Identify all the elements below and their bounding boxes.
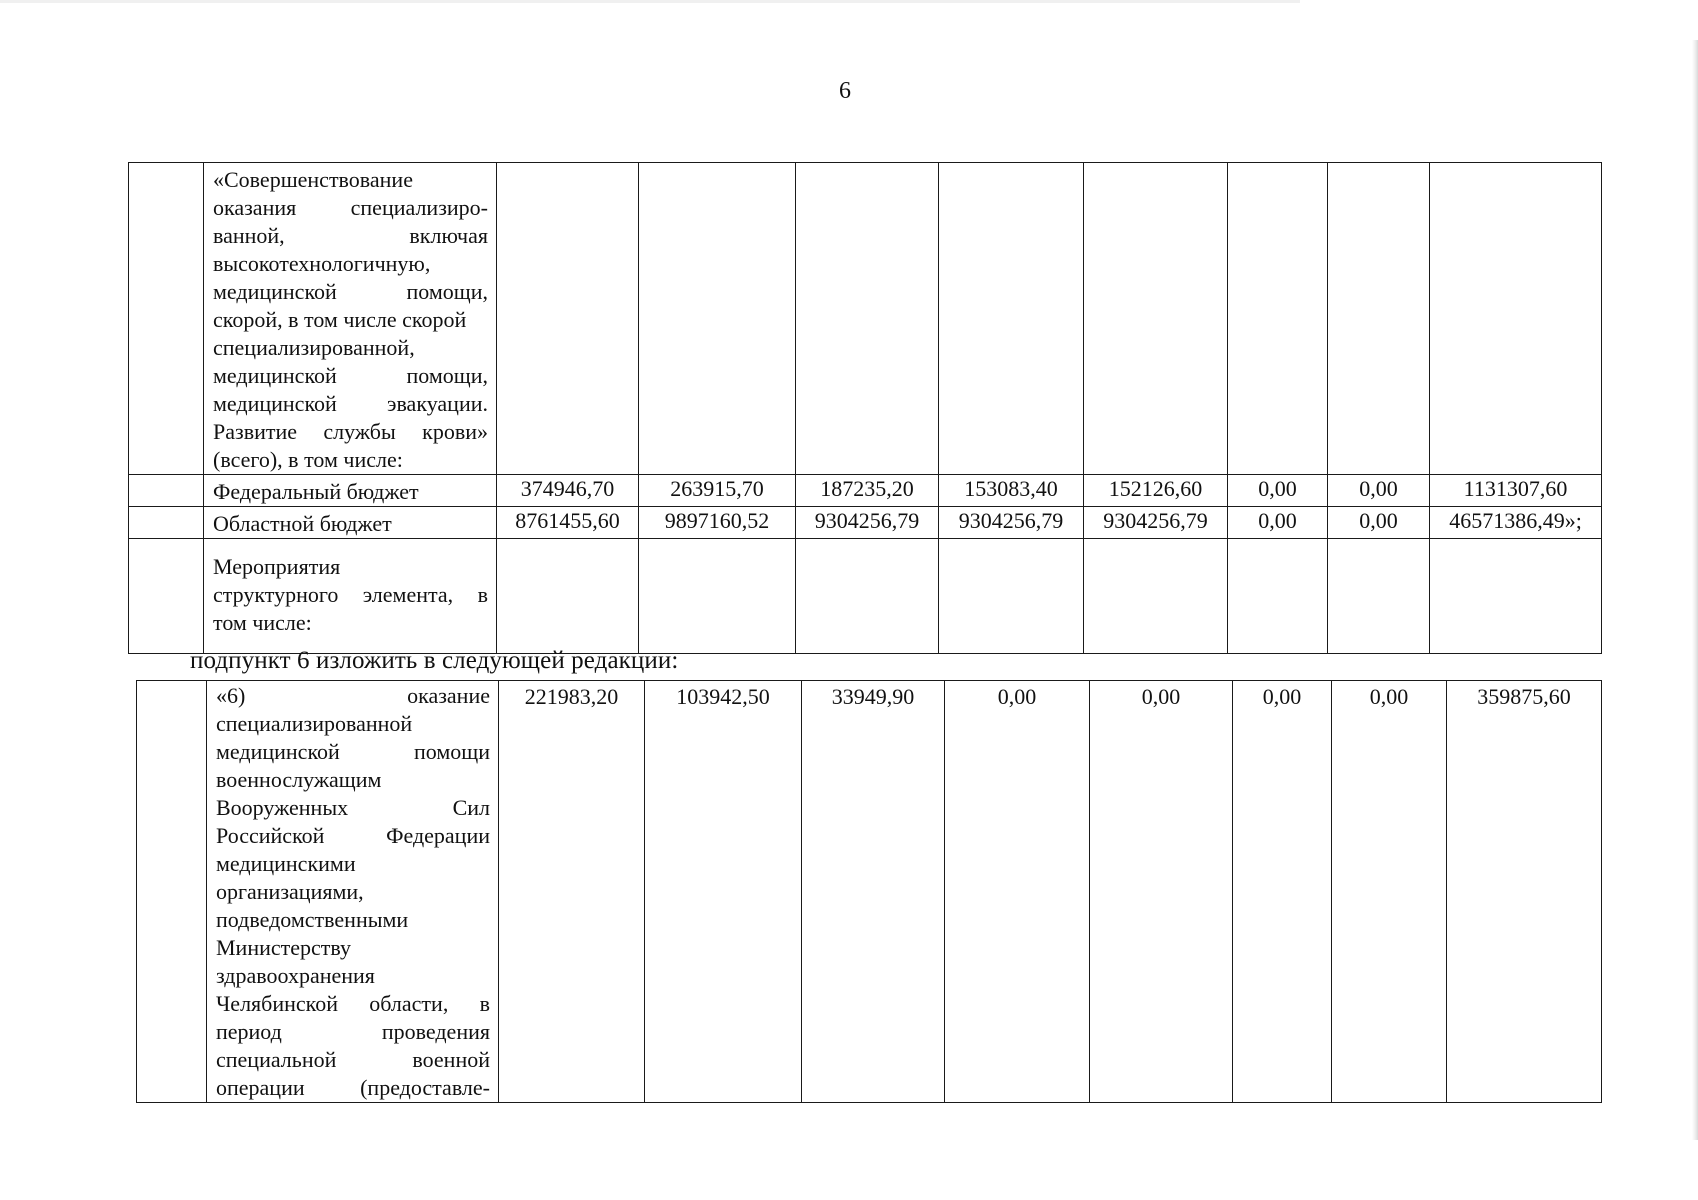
measures-row (129, 539, 1602, 654)
section-row (129, 163, 1602, 475)
desc-line: «Совершенствование (213, 167, 413, 192)
desc-line: «6) оказание (216, 683, 490, 708)
desc-line: специализированной, (213, 335, 415, 360)
value-cell: 187235,20 (796, 475, 939, 507)
value-cell: 0,00 (1233, 681, 1332, 1103)
index-cell (129, 475, 204, 507)
desc-line: медицинской эвакуации. (213, 391, 488, 416)
desc-line: медицинскими (216, 851, 356, 876)
value-cell: 9304256,79 (796, 507, 939, 539)
desc-line: специальной военной (216, 1047, 490, 1072)
desc-line: оказания специализиро- (213, 195, 488, 220)
desc-line: медицинской помощи (216, 739, 490, 764)
index-cell (129, 163, 204, 475)
value-cell: 0,00 (1228, 507, 1328, 539)
desc-line: Российской Федерации (216, 823, 490, 848)
value-cell: 0,00 (1090, 681, 1233, 1103)
budget-table-2 (136, 680, 1602, 1103)
value-cell (1228, 163, 1328, 475)
value-cell (1084, 539, 1228, 654)
value-cell (497, 163, 639, 475)
desc-line: Министерству (216, 935, 352, 960)
value-cell (939, 163, 1084, 475)
desc-line: период проведения (216, 1019, 490, 1044)
value-cell: 0,00 (945, 681, 1090, 1103)
value-cell: 153083,40 (939, 475, 1084, 507)
measures-description (204, 539, 497, 654)
value-cell (1430, 163, 1602, 475)
value-cell (1228, 539, 1328, 654)
desc-line: медицинской помощи, (213, 363, 488, 388)
desc-line: медицинской помощи, (213, 279, 488, 304)
desc-line: Вооруженных Сил (216, 795, 490, 820)
value-cell: 0,00 (1328, 507, 1430, 539)
index-cell (129, 507, 204, 539)
value-cell (939, 539, 1084, 654)
value-cell (1328, 539, 1430, 654)
desc-line: организациями, (216, 879, 364, 904)
section-description (204, 163, 497, 475)
desc-line: том числе: (213, 610, 312, 635)
value-cell (796, 163, 939, 475)
value-cell (1430, 539, 1602, 654)
desc-line: Челябинской области, в (216, 991, 490, 1016)
value-cell (639, 539, 796, 654)
value-cell: 8761455,60 (497, 507, 639, 539)
index-cell (137, 681, 207, 1103)
desc-line: специализированной (216, 711, 413, 736)
value-cell: 9304256,79 (939, 507, 1084, 539)
budget-table-1 (128, 162, 1602, 654)
desc-line: скорой, в том числе скорой (213, 307, 467, 332)
value-cell (1084, 163, 1228, 475)
desc-line: подведомственными (216, 907, 409, 932)
value-cell: 0,00 (1228, 475, 1328, 507)
value-cell (796, 539, 939, 654)
desc-line: структурного элемента, в (213, 582, 488, 607)
value-cell (639, 163, 796, 475)
page-number: 6 (839, 78, 851, 104)
index-cell (129, 539, 204, 654)
total-cell: 359875,60 (1447, 681, 1602, 1103)
desc-line: военнослужащим (216, 767, 382, 792)
subitem-6-description (207, 681, 499, 1103)
value-cell: 0,00 (1328, 475, 1430, 507)
value-cell: 9304256,79 (1084, 507, 1228, 539)
regional-budget-row (129, 507, 1602, 539)
desc-line: ванной, включая (213, 223, 488, 248)
value-cell (1328, 163, 1430, 475)
value-cell: 9897160,52 (639, 507, 796, 539)
desc-line: высокотехнологичную, (213, 251, 431, 276)
total-cell: 46571386,49»; (1430, 507, 1602, 539)
amendment-text: подпункт 6 изложить в следующей редакции: (190, 647, 679, 674)
value-cell: 103942,50 (645, 681, 802, 1103)
subitem-6-row (137, 681, 1602, 1103)
row-label: Областной бюджет (204, 507, 497, 539)
desc-line: Мероприятия (213, 554, 341, 579)
value-cell: 33949,90 (802, 681, 945, 1103)
federal-budget-row (129, 475, 1602, 507)
desc-line: операции (предоставле- (216, 1075, 490, 1100)
total-cell: 1131307,60 (1430, 475, 1602, 507)
value-cell: 152126,60 (1084, 475, 1228, 507)
value-cell: 221983,20 (499, 681, 645, 1103)
value-cell: 374946,70 (497, 475, 639, 507)
row-label: Федеральный бюджет (204, 475, 497, 507)
scan-right-edge (1692, 40, 1698, 1140)
value-cell (497, 539, 639, 654)
desc-line: здравоохранения (216, 963, 375, 988)
scan-top-edge (0, 0, 1300, 3)
desc-line: (всего), в том числе: (213, 447, 403, 472)
desc-line: Развитие службы крови» (213, 419, 488, 444)
value-cell: 263915,70 (639, 475, 796, 507)
value-cell: 0,00 (1332, 681, 1447, 1103)
